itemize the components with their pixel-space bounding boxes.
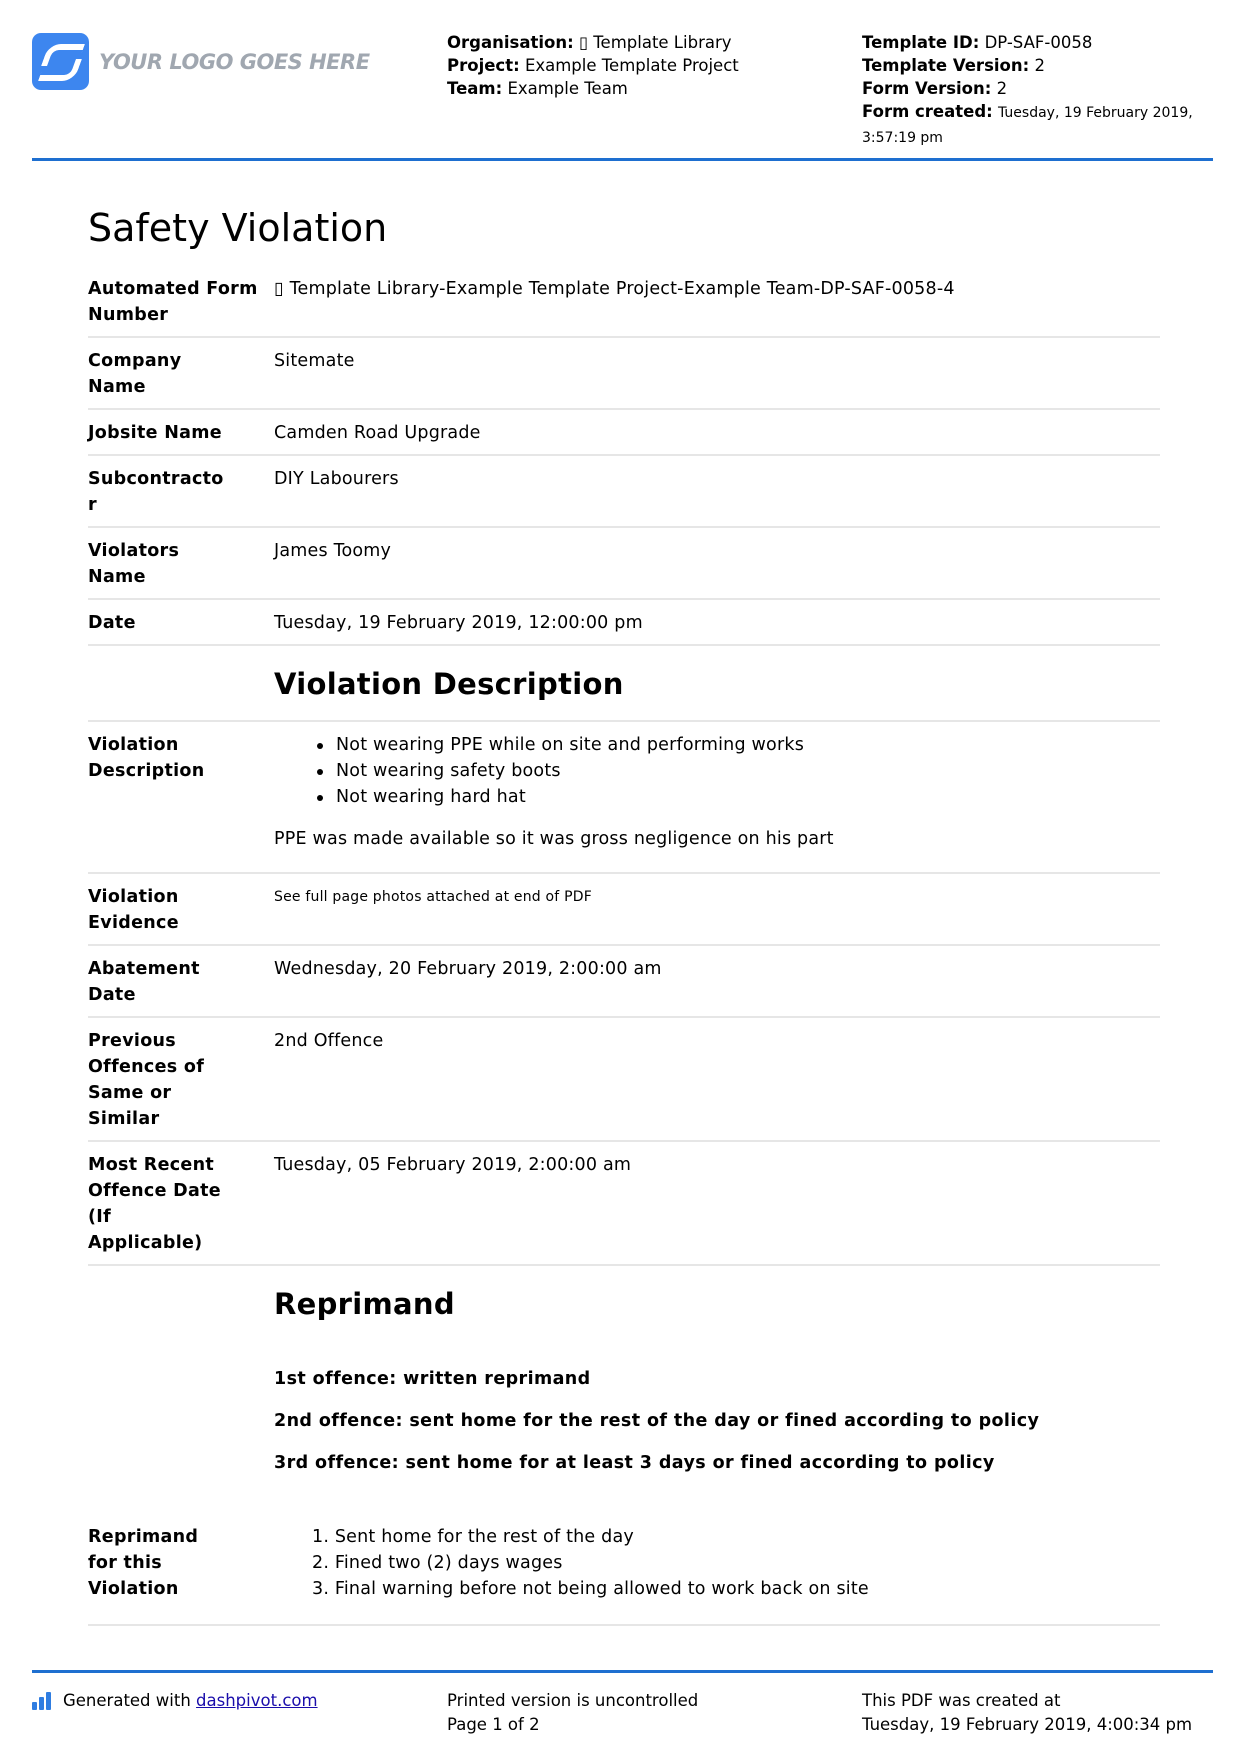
footer-print-info bbox=[447, 1689, 698, 1737]
reprimand-numbered-list bbox=[274, 1524, 1160, 1602]
offence-policy-item: 2nd offence: sent home for the rest of the day or fined according to policy bbox=[274, 1411, 1040, 1431]
field-row-violation-description bbox=[88, 722, 1160, 874]
header-template-info bbox=[862, 31, 1222, 150]
list-item: 1. Sent home for the rest of the day bbox=[312, 1527, 634, 1547]
field-label: Most Recent Offence Date (If Applicable) bbox=[88, 1155, 221, 1253]
pdf-created-value: Tuesday, 19 February 2019, 4:00:34 pm bbox=[862, 1715, 1193, 1734]
field-label: Previous Offences of Same or Similar bbox=[88, 1031, 205, 1129]
offence-policy-item: 1st offence: written reprimand bbox=[274, 1369, 591, 1389]
page-title: Safety Violation bbox=[88, 206, 388, 250]
page-header bbox=[32, 0, 1213, 161]
field-row-violation-evidence bbox=[88, 874, 1160, 946]
field-value: Sitemate bbox=[274, 351, 355, 371]
field-row-jobsite-name bbox=[88, 410, 1160, 456]
field-value: DIY Labourers bbox=[274, 469, 399, 489]
field-label: Jobsite Name bbox=[88, 423, 222, 443]
section-violation-description bbox=[88, 646, 1160, 722]
field-value: ▯ Template Library-Example Template Project-Example Team-DP-SAF-0058-4 bbox=[274, 279, 955, 299]
company-logo bbox=[32, 33, 370, 90]
field-value: Wednesday, 20 February 2019, 2:00:00 am bbox=[274, 959, 662, 979]
form-created-value: Tuesday, 19 February 2019, 3:57:19 pm bbox=[862, 105, 1193, 146]
project-value: Example Template Project bbox=[524, 56, 739, 75]
logo-icon bbox=[32, 33, 89, 90]
field-value bbox=[274, 1522, 1160, 1602]
page-number: Page 1 of 2 bbox=[447, 1715, 540, 1734]
section-reprimand bbox=[88, 1266, 1160, 1340]
field-label: Date bbox=[88, 613, 136, 633]
field-row-most-recent-offence bbox=[88, 1142, 1160, 1266]
field-value: Tuesday, 05 February 2019, 2:00:00 am bbox=[274, 1155, 632, 1175]
field-value bbox=[274, 730, 1160, 864]
logo-text: YOUR LOGO GOES HERE bbox=[99, 49, 370, 74]
field-value: James Toomy bbox=[274, 541, 392, 561]
list-item: Not wearing hard hat bbox=[336, 784, 1160, 810]
bar-chart-icon bbox=[32, 1692, 53, 1710]
header-org-info bbox=[447, 31, 739, 100]
footer-generated bbox=[32, 1689, 318, 1713]
field-label: Automated Form Number bbox=[88, 279, 258, 325]
page-footer bbox=[32, 1670, 1213, 1753]
field-label: Subcontractor bbox=[88, 469, 224, 515]
form-version-label: Form Version: bbox=[862, 79, 992, 98]
field-row-date bbox=[88, 600, 1160, 646]
pdf-created-label: This PDF was created at bbox=[862, 1691, 1061, 1710]
template-id-value: DP-SAF-0058 bbox=[984, 33, 1093, 52]
field-row-violators-name bbox=[88, 528, 1160, 600]
dashpivot-link[interactable]: dashpivot.com bbox=[196, 1691, 318, 1710]
field-row-abatement-date bbox=[88, 946, 1160, 1018]
field-value: Tuesday, 19 February 2019, 12:00:00 pm bbox=[274, 613, 643, 633]
field-row-reprimand bbox=[88, 1514, 1160, 1626]
field-label: Violation Evidence bbox=[88, 887, 179, 933]
list-item: 3. Final warning before not being allowed to work back on site bbox=[312, 1579, 869, 1599]
violation-bullet-list bbox=[274, 732, 1160, 810]
field-label: Reprimand for this Violation bbox=[88, 1527, 199, 1599]
violation-note: PPE was made available so it was gross negligence on his part bbox=[274, 829, 834, 849]
team-label: Team: bbox=[447, 79, 503, 98]
field-row-company-name bbox=[88, 338, 1160, 410]
field-row-previous-offences bbox=[88, 1018, 1160, 1142]
offence-policy-item: 3rd offence: sent home for at least 3 days or fined according to policy bbox=[274, 1453, 995, 1473]
organisation-value: ▯ Template Library bbox=[578, 33, 732, 52]
field-row-subcontractor bbox=[88, 456, 1160, 528]
section-heading: Reprimand bbox=[274, 1287, 455, 1321]
field-row-automated-form-number bbox=[88, 266, 1160, 338]
organisation-label: Organisation: bbox=[447, 33, 574, 52]
section-heading: Violation Description bbox=[274, 667, 624, 701]
field-label: Company Name bbox=[88, 351, 182, 397]
form-created-label: Form created: bbox=[862, 102, 993, 121]
field-label: Violators Name bbox=[88, 541, 180, 587]
team-value: Example Team bbox=[507, 79, 628, 98]
template-id-label: Template ID: bbox=[862, 33, 980, 52]
uncontrolled-text: Printed version is uncontrolled bbox=[447, 1691, 699, 1710]
list-item: Not wearing PPE while on site and performing works bbox=[336, 732, 1160, 758]
form-version-value: 2 bbox=[996, 79, 1008, 98]
field-label: Violation Description bbox=[88, 735, 205, 781]
project-label: Project: bbox=[447, 56, 520, 75]
field-value: See full page photos attached at end of PDF bbox=[274, 889, 592, 905]
field-value: Camden Road Upgrade bbox=[274, 423, 481, 443]
generated-text: Generated with bbox=[63, 1691, 191, 1710]
field-label: Abatement Date bbox=[88, 959, 200, 1005]
list-item: 2. Fined two (2) days wages bbox=[312, 1553, 563, 1573]
offence-policy bbox=[88, 1340, 1160, 1514]
list-item: Not wearing safety boots bbox=[336, 758, 1160, 784]
template-version-label: Template Version: bbox=[862, 56, 1030, 75]
footer-created-info bbox=[862, 1689, 1192, 1737]
template-version-value: 2 bbox=[1034, 56, 1045, 75]
form-content bbox=[88, 180, 1160, 1626]
field-value: 2nd Offence bbox=[274, 1031, 384, 1051]
